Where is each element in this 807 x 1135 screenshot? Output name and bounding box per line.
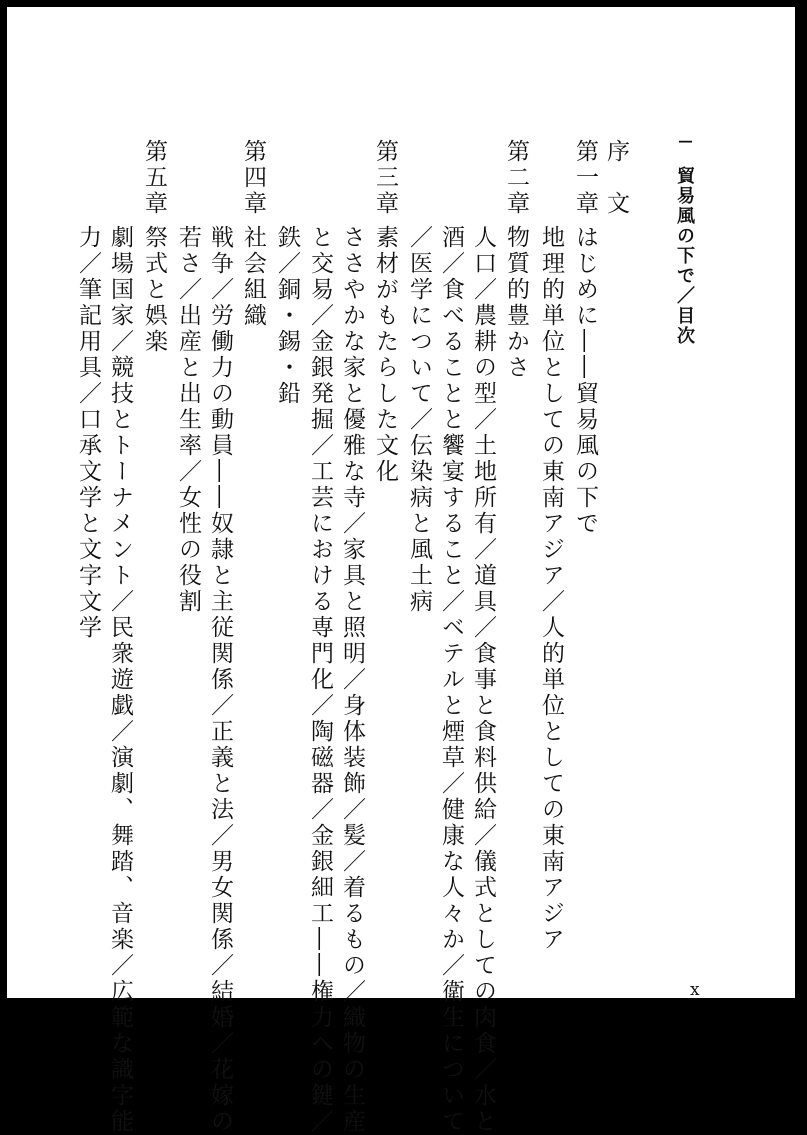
chapter-3-title: 素材がもたらした文化 — [372, 225, 398, 485]
chapter-3-line-2: と交易／金銀発掘／工芸における専門化／陶磁器／金銀細工――権力への鍵／ — [307, 225, 333, 1135]
chapter-3-line-3: 鉄／銅・錫・鉛 — [274, 225, 300, 407]
page-number: x — [690, 980, 700, 1000]
chapter-1-title: はじめに――貿易風の下で — [572, 225, 598, 537]
part-number: I — [674, 139, 695, 147]
chapter-5-label: 第五章 — [141, 139, 167, 217]
chapter-5-line-1: 劇場国家／競技とトーナメント／民衆遊戯／演劇、舞踏、音楽／広範な識字能 — [107, 225, 133, 1135]
chapter-5-line-2: 力／筆記用具／口承文学と文字文学 — [75, 225, 101, 641]
part-heading — [675, 139, 693, 346]
chapter-2-label: 第二章 — [503, 139, 529, 217]
chapter-1-label: 第一章 — [572, 139, 598, 217]
part-title: 貿易風の下で／目次 — [674, 166, 695, 347]
chapter-2-line-1: 人口／農耕の型／土地所有／道具／食事と食料供給／儀式としての肉食／水と — [470, 225, 496, 1135]
chapter-4-line-2: 若さ／出産と出生率／女性の役割 — [175, 225, 201, 615]
chapter-1-line-1: 地理的単位としての東南アジア／人的単位としての東南アジア — [538, 225, 564, 953]
chapter-4-line-1: 戦争／労働力の動員――奴隷と主従関係／正義と法／男女関係／結婚／花嫁の — [207, 225, 233, 1135]
chapter-2-line-3: ／医学について／伝染病と風土病 — [406, 225, 432, 615]
toc-preface: 序 文 — [603, 139, 629, 217]
book-page — [5, 5, 797, 1135]
chapter-3-label: 第三章 — [372, 139, 398, 217]
chapter-3-line-1: ささやかな家と優雅な寺／家具と照明／身体装飾／髪／着るもの／織物の生産 — [339, 225, 365, 1135]
chapter-2-line-2: 酒／食べることと饗宴すること／ベテルと煙草／健康な人々か／衛生について — [438, 225, 464, 1135]
chapter-4-label: 第四章 — [240, 139, 266, 217]
chapter-4-title: 社会組織 — [240, 225, 266, 329]
chapter-5-title: 祭式と娯楽 — [141, 225, 167, 355]
chapter-2-title: 物質的豊かさ — [503, 225, 529, 381]
